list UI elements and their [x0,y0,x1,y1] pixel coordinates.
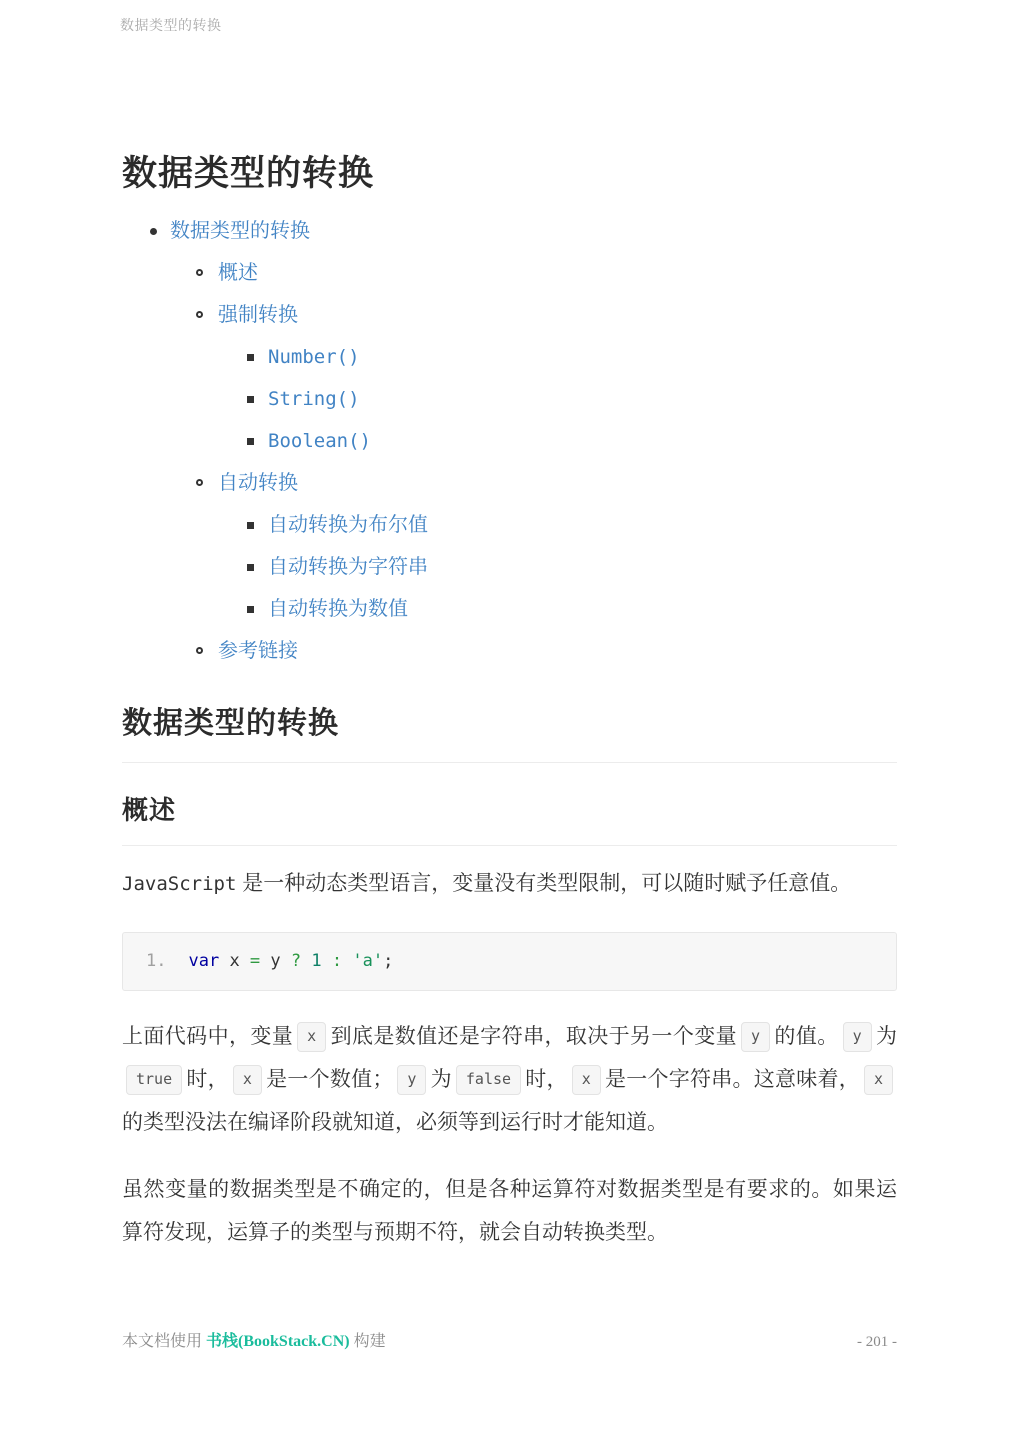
article-body [122,862,897,1278]
document-page [122,0,897,1440]
toc-link-references[interactable]: 参考链接 [218,640,298,662]
disc-bullet-icon [150,228,157,235]
text-segment: 时， [525,1068,568,1091]
table-of-contents [122,210,897,672]
code-token-operator: : [331,951,343,971]
square-bullet-icon [247,438,254,445]
toc-link-auto-conversion[interactable]: 自动转换 [218,472,298,494]
code-token-keyword: var [188,951,220,971]
square-bullet-icon [247,564,254,571]
page-number: - 201 - [857,1334,897,1350]
inline-code-x: x [233,1065,262,1095]
toc-link-root[interactable]: 数据类型的转换 [170,220,310,242]
text-segment: 时， [186,1068,229,1091]
text-segment: 的类型没法在编译阶段就知道，必须等到运行时才能知道。 [122,1111,668,1134]
circle-bullet-icon [196,311,203,318]
text-segment: 是一个数值； [265,1068,394,1091]
toc-link-auto-number[interactable]: 自动转换为数值 [268,598,408,620]
running-header: 数据类型的转换 [120,17,222,33]
text-segment: 为 [875,1025,898,1048]
square-bullet-icon [247,522,254,529]
code-token-plain [322,951,332,971]
code-token-plain: ; [383,951,394,971]
toc-item-number [268,336,897,378]
circle-bullet-icon [196,479,203,486]
text-segment: 为 [430,1068,452,1091]
paragraph-intro [122,862,897,906]
toc-item-string [268,378,897,420]
page-title: 数据类型的转换 [122,154,375,193]
toc-item-references [218,630,897,672]
page-footer [122,1328,897,1351]
inline-code-y: y [741,1022,770,1052]
section-heading-overview: 概述 [122,790,897,846]
square-bullet-icon [247,606,254,613]
code-line-number: 1. [146,951,167,971]
footer-attribution [122,1328,386,1351]
toc-item-auto-string [268,546,897,588]
toc-item-auto-boolean [268,504,897,546]
text-segment: 上面代码中，变量 [122,1025,294,1048]
toc-level3-list [218,336,897,462]
toc-link-boolean[interactable]: Boolean() [268,430,371,452]
footer-suffix: 构建 [349,1333,386,1350]
inline-code-y: y [843,1022,872,1052]
toc-link-number[interactable]: Number() [268,346,360,368]
toc-item-root [170,210,897,672]
inline-code-true: true [126,1065,182,1095]
code-token-string: 'a' [352,951,384,971]
square-bullet-icon [247,396,254,403]
section-heading-main: 数据类型的转换 [122,698,897,763]
toc-item-overview [218,252,897,294]
text-segment: 的值。 [774,1025,839,1048]
code-token-plain [342,951,352,971]
code-token-operator: ? [290,951,302,971]
code-token-operator: = [249,951,261,971]
square-bullet-icon [247,354,254,361]
inline-code-false: false [456,1065,521,1095]
toc-link-auto-string[interactable]: 自动转换为字符串 [268,556,428,578]
toc-level1-list [122,210,897,672]
toc-link-string[interactable]: String() [268,388,360,410]
code-token-plain: x [219,951,250,971]
inline-code-x: x [864,1065,893,1095]
toc-level2-list [170,252,897,672]
code-token-number: 1 [311,951,322,971]
circle-bullet-icon [196,269,203,276]
toc-link-auto-boolean[interactable]: 自动转换为布尔值 [268,514,428,536]
inline-code-y: y [397,1065,426,1095]
toc-item-boolean [268,420,897,462]
inline-mono-javascript: JavaScript [122,873,237,895]
paragraph-intro-text: 是一种动态类型语言，变量没有类型限制，可以随时赋予任意值。 [236,872,852,895]
circle-bullet-icon [196,647,203,654]
bookstack-brand-link[interactable]: 书栈(BookStack.CN) [206,1333,350,1350]
toc-item-forced-conversion [218,294,897,462]
toc-item-auto-conversion [218,462,897,630]
toc-level3-list [218,504,897,630]
inline-code-x: x [297,1022,326,1052]
footer-prefix: 本文档使用 [122,1333,207,1350]
text-segment: 是一个字符串。这意味着， [604,1068,860,1091]
toc-link-forced-conversion[interactable]: 强制转换 [218,304,298,326]
code-token-plain [301,951,311,971]
paragraph-conclusion: 虽然变量的数据类型是不确定的，但是各种运算符对数据类型是有要求的。如果运算符发现，运算子的类型与预期不符，就会自动转换类型。 [122,1178,897,1244]
text-segment: 到底是数值还是字符串，取决于另一个变量 [330,1025,737,1048]
code-token-plain: y [260,951,291,971]
code-block [122,932,897,991]
paragraph-explanation [122,1015,897,1144]
toc-link-overview[interactable]: 概述 [218,262,258,284]
inline-code-x: x [572,1065,601,1095]
toc-item-auto-number [268,588,897,630]
